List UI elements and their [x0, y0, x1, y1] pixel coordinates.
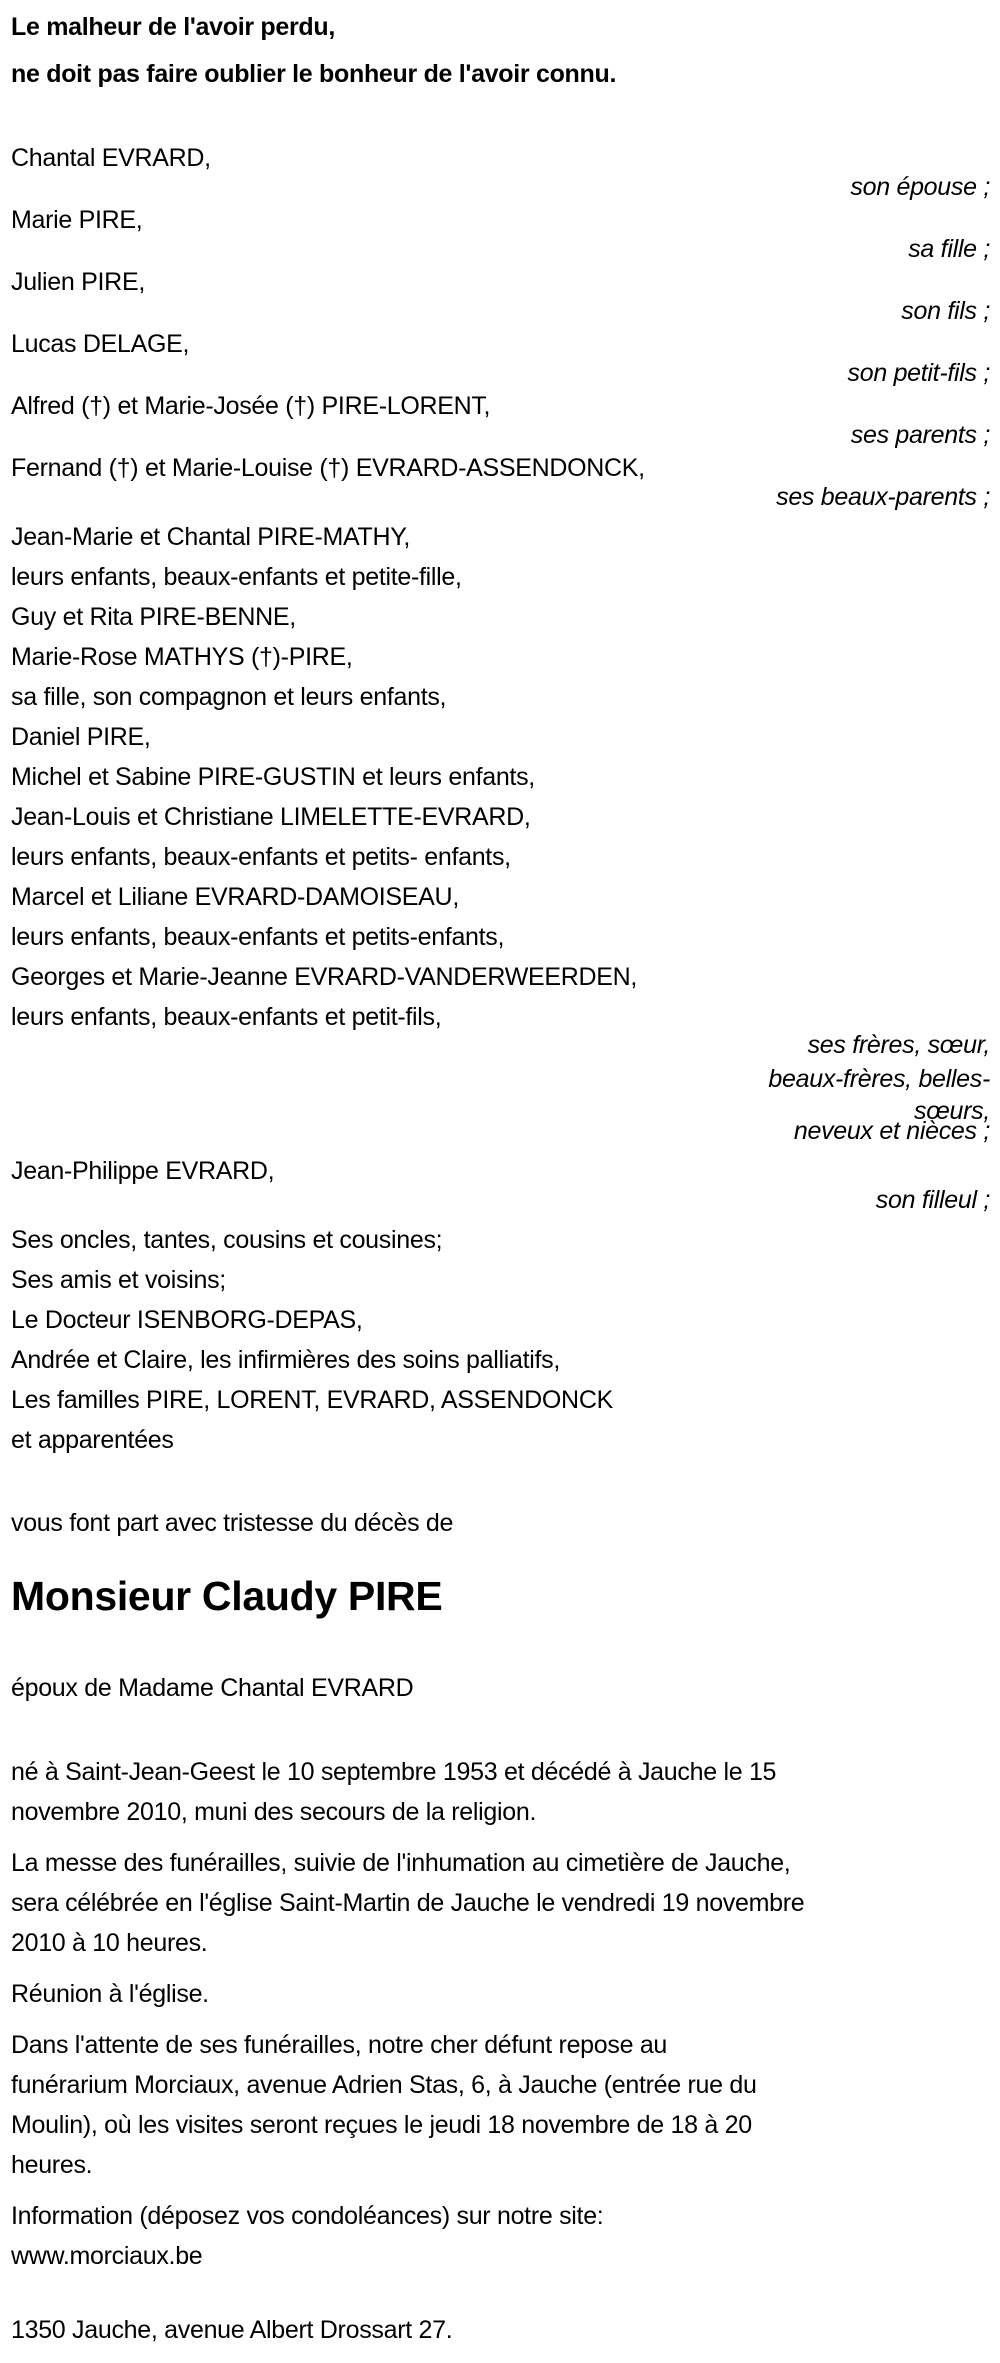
epigraph: [11, 4, 990, 98]
announcement-intro: vous font part avec tristesse du décès de: [11, 1509, 454, 1537]
mourner-name-line: leurs enfants, beaux-enfants et petits- enfants,: [11, 843, 511, 871]
website-url: www.morciaux.be: [11, 2242, 203, 2270]
paragraph-line: né à Saint-Jean-Geest le 10 septembre 1953 et décédé à Jauche le 15: [11, 1758, 777, 1786]
mourner-name-line: Marie PIRE,: [11, 206, 143, 234]
paragraph-line: 2010 à 10 heures.: [11, 1929, 208, 1957]
mourner-name-line: Ses amis et voisins;: [11, 1266, 226, 1294]
relation-label: son petit-fils ;: [847, 359, 990, 387]
funeral-home-address: [11, 2305, 990, 2345]
mourner-name-line: Jean-Louis et Christiane LIMELETTE-EVRARD,: [11, 803, 531, 831]
paragraph-line: Réunion à l'église.: [11, 1980, 209, 2008]
birth-death-paragraph: [11, 1747, 990, 1827]
epigraph-line: ne doit pas faire oublier le bonheur de l'avoir connu.: [11, 60, 617, 88]
visitation-paragraph: [11, 2020, 990, 2180]
relation-label: son filleul ;: [875, 1186, 990, 1214]
mourner-name-line: Julien PIRE,: [11, 268, 145, 296]
paragraph-line: sera célébrée en l'église Saint-Martin de Jauche le vendredi 19 novembre: [11, 1889, 805, 1917]
paragraph-line: Information (déposez vos condoléances) sur notre site:: [11, 2202, 604, 2230]
mourner-name-line: leurs enfants, beaux-enfants et petits-enfants,: [11, 923, 505, 951]
paragraph-line: novembre 2010, muni des secours de la religion.: [11, 1798, 537, 1826]
mourner-name-line: leurs enfants, beaux-enfants et petit-fils,: [11, 1003, 442, 1031]
mourner-name-line: Le Docteur ISENBORG-DEPAS,: [11, 1306, 363, 1334]
relation-label: sa fille ;: [908, 235, 990, 263]
mourner-name-line: Chantal EVRARD,: [11, 144, 211, 172]
mourner-name-line: Marie-Rose MATHYS (†)-PIRE,: [11, 643, 353, 671]
epigraph-line: Le malheur de l'avoir perdu,: [11, 13, 336, 41]
relation-label: neveux et nièces ;: [793, 1117, 990, 1145]
mourner-name-line: Jean-Marie et Chantal PIRE-MATHY,: [11, 523, 411, 551]
relation-label: ses parents ;: [850, 421, 990, 449]
mourner-name-line: Lucas DELAGE,: [11, 330, 190, 358]
mourner-name-line: Michel et Sabine PIRE-GUSTIN et leurs enfants,: [11, 763, 535, 791]
mourner-name-line: Georges et Marie-Jeanne EVRARD-VANDERWEERDEN,: [11, 963, 638, 991]
paragraph-line: La messe des funérailles, suivie de l'inhumation au cimetière de Jauche,: [11, 1849, 791, 1877]
paragraph-line: Moulin), où les visites seront reçues le jeudi 18 novembre de 18 à 20: [11, 2111, 752, 2139]
condolences-info-paragraph: [11, 2191, 990, 2271]
mourner-name-line: Marcel et Liliane EVRARD-DAMOISEAU,: [11, 883, 459, 911]
deceased-name-title: Monsieur Claudy PIRE: [11, 1573, 443, 1619]
relation-label: ses frères, sœur,: [807, 1031, 990, 1059]
mourner-name-line: leurs enfants, beaux-enfants et petite-fille,: [11, 563, 462, 591]
funeral-mass-paragraph: [11, 1838, 990, 1958]
mourner-name-line: Daniel PIRE,: [11, 723, 151, 751]
deceased-relationship: époux de Madame Chantal EVRARD: [11, 1674, 414, 1702]
relation-label: sœurs,: [914, 1097, 990, 1125]
mourner-name-line: Ses oncles, tantes, cousins et cousines;: [11, 1226, 443, 1254]
mourners-list: [11, 140, 990, 1455]
mourner-name-line: sa fille, son compagnon et leurs enfants,: [11, 683, 447, 711]
mourner-name-line: Jean-Philippe EVRARD,: [11, 1157, 275, 1185]
mourner-name-line: Fernand (†) et Marie-Louise (†) EVRARD-ASSENDONCK,: [11, 454, 645, 482]
relation-label: beaux-frères, belles-: [768, 1065, 990, 1093]
church-meeting-paragraph: [11, 1969, 990, 2009]
paragraph-line: funérarium Morciaux, avenue Adrien Stas, 6, à Jauche (entrée rue du: [11, 2071, 757, 2099]
relation-label: son fils ;: [901, 297, 990, 325]
paragraph-line: heures.: [11, 2151, 93, 2179]
mourner-name-line: Les familles PIRE, LORENT, EVRARD, ASSENDONCK: [11, 1386, 613, 1414]
relation-label: ses beaux-parents ;: [776, 483, 990, 511]
relation-label: son épouse ;: [850, 173, 990, 201]
mourner-name-line: Andrée et Claire, les infirmières des soins palliatifs,: [11, 1346, 561, 1374]
address-line: 1350 Jauche, avenue Albert Drossart 27.: [11, 2316, 453, 2344]
paragraph-line: Dans l'attente de ses funérailles, notre cher défunt repose au: [11, 2031, 668, 2059]
mourner-name-line: Alfred (†) et Marie-Josée (†) PIRE-LORENT,: [11, 392, 491, 420]
mourner-name-line: Guy et Rita PIRE-BENNE,: [11, 603, 296, 631]
mourner-name-line: et apparentées: [11, 1426, 174, 1454]
